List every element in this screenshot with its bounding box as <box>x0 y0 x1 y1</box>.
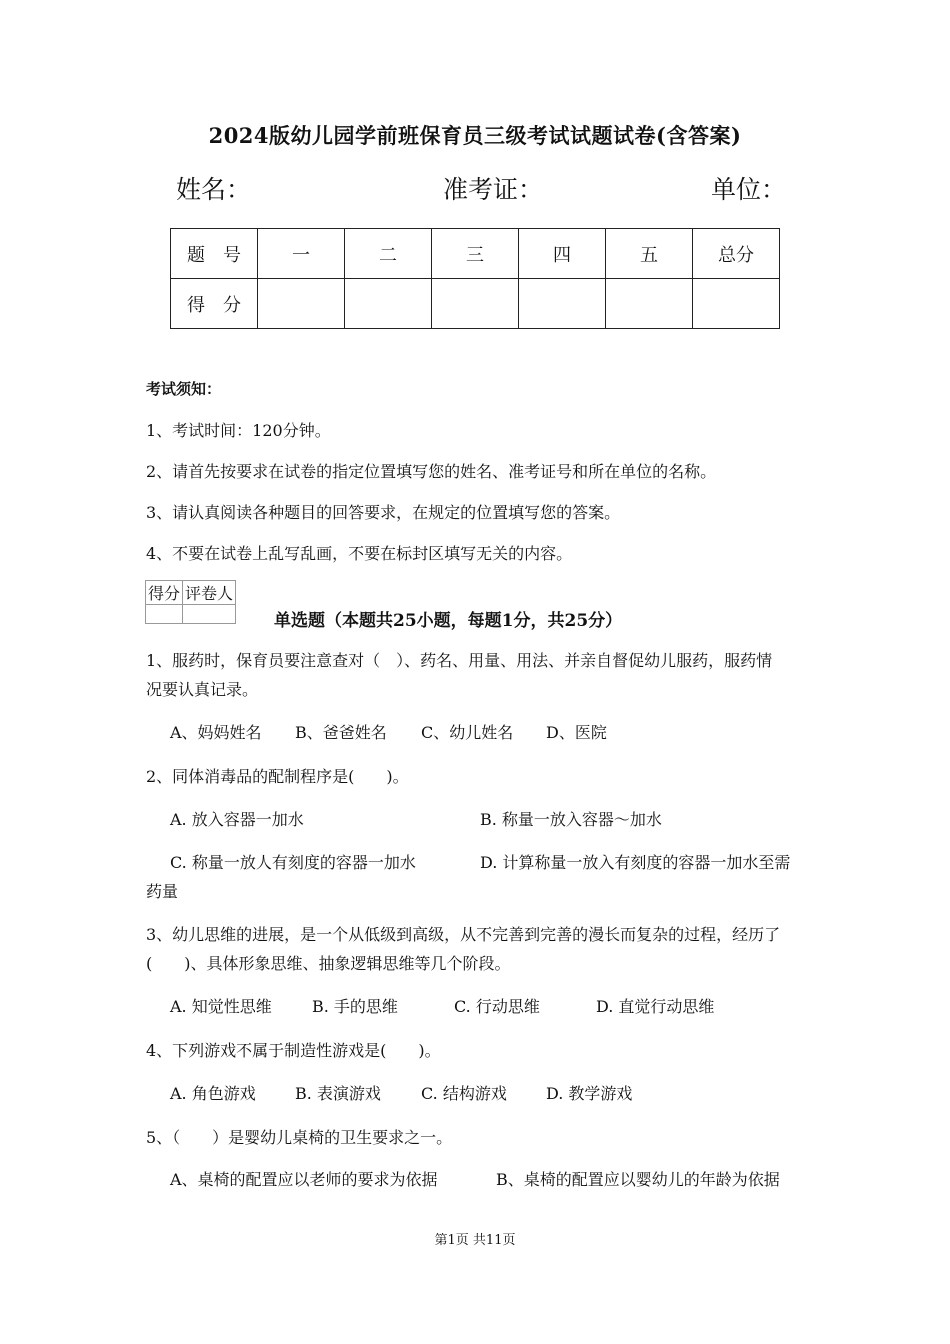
grader-score-cell[interactable] <box>146 605 183 624</box>
score-header-5: 五 <box>606 229 693 279</box>
score-cell-total[interactable] <box>693 279 780 329</box>
score-row-label: 得 分 <box>171 279 258 329</box>
notice-item-4: 4、不要在试卷上乱写乱画，不要在标封区填写无关的内容。 <box>146 544 573 563</box>
notice-heading: 考试须知： <box>146 380 222 398</box>
score-header-2: 二 <box>345 229 432 279</box>
question-1-option-b[interactable]: B、爸爸姓名 <box>295 723 387 742</box>
question-5-option-a[interactable]: A、桌椅的配置应以老师的要求为依据 <box>170 1170 438 1189</box>
notice-item-2: 2、请首先按要求在试卷的指定位置填写您的姓名、准考证号和所在单位的名称。 <box>146 462 717 481</box>
page-footer: 第1页 共11页 <box>434 1233 516 1248</box>
score-cell-2[interactable] <box>345 279 432 329</box>
question-4-option-d[interactable]: D. 教学游戏 <box>546 1084 633 1103</box>
score-cell-1[interactable] <box>258 279 345 329</box>
question-3-stem: 3、幼儿思维的进展，是一个从低级到高级，从不完善到完善的漫长而复杂的过程，经历了 <box>146 925 781 944</box>
score-cell-4[interactable] <box>519 279 606 329</box>
grader-reviewer-cell[interactable] <box>183 605 236 624</box>
question-5-option-b[interactable]: B、桌椅的配置应以婴幼儿的年龄为依据 <box>496 1170 780 1189</box>
score-table-header-row <box>171 229 780 279</box>
score-table-score-row <box>171 279 780 329</box>
section-title: 单选题（本题共25小题，每题1分，共25分） <box>274 611 623 631</box>
question-2-option-b[interactable]: B. 称量一放入容器～加水 <box>480 810 662 829</box>
question-3-stem-cont: ( )、具体形象思维、抽象逻辑思维等几个阶段。 <box>146 954 511 973</box>
question-2-option-c[interactable]: C. 称量一放人有刻度的容器一加水 <box>170 853 416 872</box>
question-3-option-c[interactable]: C. 行动思维 <box>454 997 540 1016</box>
question-1-option-d[interactable]: D、医院 <box>546 723 607 742</box>
question-4-option-a[interactable]: A. 角色游戏 <box>170 1084 256 1103</box>
grader-score-label: 得分 <box>146 581 183 605</box>
question-1-stem-cont: 况要认真记录。 <box>146 680 259 699</box>
question-5-stem: 5、（ ）是婴幼儿桌椅的卫生要求之一。 <box>146 1128 453 1147</box>
score-table <box>170 228 780 329</box>
score-header-3: 三 <box>432 229 519 279</box>
grader-reviewer-label: 评卷人 <box>183 581 236 605</box>
score-header-1: 一 <box>258 229 345 279</box>
question-2-option-a[interactable]: A. 放入容器一加水 <box>170 810 304 829</box>
name-field-label: 姓名： <box>176 175 252 204</box>
question-1-stem: 1、服药时，保育员要注意查对（ ）、药名、用量、用法、并亲自督促幼儿服药，服药情 <box>146 651 773 670</box>
question-2-stem: 2、同体消毒品的配制程序是( )。 <box>146 767 409 786</box>
question-4-stem: 4、下列游戏不属于制造性游戏是( )。 <box>146 1041 441 1060</box>
score-cell-5[interactable] <box>606 279 693 329</box>
question-1-option-c[interactable]: C、幼儿姓名 <box>421 723 514 742</box>
question-3-option-b[interactable]: B. 手的思维 <box>312 997 398 1016</box>
question-2-option-d-cont: 药量 <box>146 882 179 901</box>
score-header-4: 四 <box>519 229 606 279</box>
question-4-option-c[interactable]: C. 结构游戏 <box>421 1084 507 1103</box>
score-header-total: 总分 <box>693 229 780 279</box>
grader-box <box>145 580 236 624</box>
notice-item-3: 3、请认真阅读各种题目的回答要求，在规定的位置填写您的答案。 <box>146 503 621 522</box>
question-3-option-a[interactable]: A. 知觉性思维 <box>170 997 272 1016</box>
question-3-option-d[interactable]: D. 直觉行动思维 <box>596 997 715 1016</box>
unit-field-label: 单位： <box>711 175 787 204</box>
question-2-option-d[interactable]: D. 计算称量一放入有刻度的容器一加水至需 <box>480 853 791 872</box>
question-1-option-a[interactable]: A、妈妈姓名 <box>170 723 262 742</box>
exam-number-field-label: 准考证： <box>443 175 544 204</box>
score-cell-3[interactable] <box>432 279 519 329</box>
question-4-option-b[interactable]: B. 表演游戏 <box>295 1084 381 1103</box>
page-title: 2024版幼儿园学前班保育员三级考试试题试卷(含答案) <box>208 123 742 148</box>
notice-item-1: 1、考试时间：120分钟。 <box>146 421 331 440</box>
score-header-label: 题 号 <box>171 229 258 279</box>
